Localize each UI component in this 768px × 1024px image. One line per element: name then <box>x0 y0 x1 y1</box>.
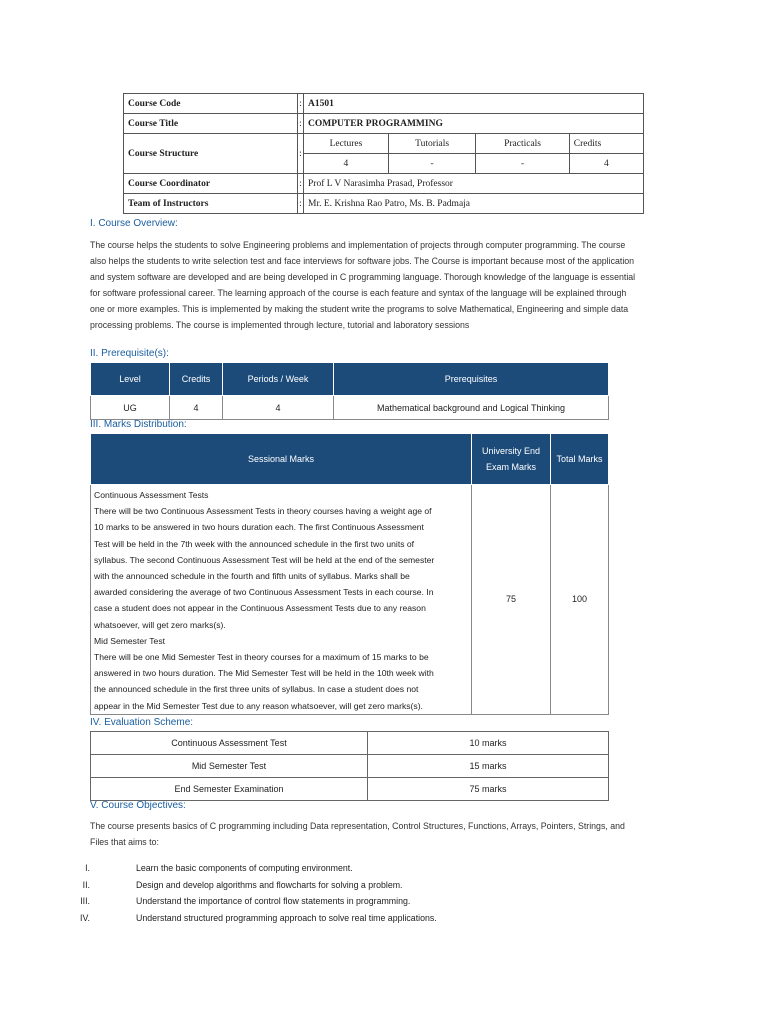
overview-heading: I. Course Overview: <box>90 218 178 229</box>
structure-value-lectures: 4 <box>304 154 389 174</box>
marks-header-total: Total Marks <box>551 434 609 485</box>
list-item: I. Learn the basic components of computing environment. <box>85 863 353 873</box>
instructors-label: Team of Instructors <box>124 194 298 214</box>
structure-value-credits: 4 <box>569 154 643 174</box>
prereq-header-prerequisites: Prerequisites <box>334 363 609 396</box>
prereq-header-credits: Credits <box>170 363 223 396</box>
prerequisites-table <box>90 362 609 420</box>
sessional-description: Continuous Assessment Tests There will be two Continuous Assessment Tests in theory courses having a weight age of 10 marks to be answered in two hours duration each. The first Continuous Assessment Test will be held in the 7th week with the announced schedule in the first two units of syllabus. The second Continuous Assessment Test will be held at the end of the semester with the announced schedule in the fourth and fifth units of syllabus. Marks shall be awarded considering the average of two Continuous Assessment Tests in each course. In case a student does not appear in the Continuous Assessment Tests due to any reason whatsoever, will get zero marks(s). Mid Semester Test There will be one Mid Semester Test in theory courses for a maximum of 15 marks to be answered in two hours duration. The Mid Semester Test will be held in the 10th week with the announced schedule in the first three units of syllabus. In case a student does not appear in the Mid Semester Test due to any reason whatsoever, will get zero marks(s). <box>91 485 472 715</box>
mst-title: Mid Semester Test <box>94 635 166 646</box>
list-item: II. Design and develop algorithms and flowcharts for solving a problem. <box>82 879 403 890</box>
prereq-periods: 4 <box>223 396 334 420</box>
list-item: IV. Understand structured programming approach to solve real time applications. <box>80 912 437 923</box>
marks-header-sessional: Sessional Marks <box>91 434 472 485</box>
structure-header-credits: Credits <box>569 134 643 154</box>
cat-title: Continuous Assessment Tests <box>94 490 209 500</box>
course-title: COMPUTER PROGRAMMING <box>304 114 644 134</box>
evaluation-heading: IV. Evaluation Scheme: <box>90 717 194 728</box>
evaluation-table <box>90 731 609 801</box>
structure-header-lectures: Lectures <box>304 134 389 154</box>
prereq-level: UG <box>91 396 170 420</box>
marks-heading: III. Marks Distribution: <box>90 419 187 430</box>
course-code-label: Course Code <box>124 94 298 114</box>
course-title-label: Course Title <box>124 114 298 134</box>
prereq-header-level: Level <box>91 363 170 396</box>
structure-header-tutorials: Tutorials <box>388 134 475 154</box>
objectives-heading: V. Course Objectives: <box>90 800 186 811</box>
overview-paragraph: The course helps the students to solve Engineering problems and implementation of projects through computer programming. The course also helps the students to write selection test and face interviews for software jobs. The Course is important because most of the application and system software are developed and are being developed in C programming language. Thorough knowledge of the language is essential for software professional career. The learning approach of the course is each feature and syntax of the language will be explained through one or more examples. This is implemented by making the student write the programs to solve Mathematical, Engineering and simple data processing problems. The course is implemented through lecture, tutorial and laboratory sessions <box>90 240 636 331</box>
objectives-intro: The course presents basics of C programming including Data representation, Control Structures, Functions, Arrays, Pointers, Strings, and Files that aims to: <box>90 821 625 848</box>
marks-table <box>90 433 609 715</box>
coordinator: Prof L V Narasimha Prasad, Professor <box>304 174 644 194</box>
list-item: III. Understand the importance of control flow statements in programming. <box>80 896 411 906</box>
structure-value-tutorials: - <box>388 154 475 174</box>
prereq-header-periods: Periods / Week <box>223 363 334 396</box>
prereq-prerequisites: Mathematical background and Logical Thinking <box>334 396 609 420</box>
objectives-list <box>70 863 437 929</box>
marks-header-university: University End Exam Marks <box>472 434 551 485</box>
structure-header-practicals: Practicals <box>476 134 569 154</box>
table-row: End Semester Examination 75 marks <box>91 778 609 801</box>
course-structure-label: Course Structure <box>124 134 298 174</box>
university-marks: 75 <box>472 485 551 715</box>
course-info-table: Course Code : A1501 Course Title : COMPUTER PROGRAMMING Course Structure : Lectures Tutorials Practicals Credits 4 - - 4 Course Coordinator : Prof L V Narasimha Prasad, Professor Team of Instructors : Mr. E. Krishna Rao Patro, Ms. B. Padmaja <box>123 93 644 214</box>
prerequisites-heading: II. Prerequisite(s): <box>90 348 169 359</box>
course-code: A1501 <box>304 94 644 114</box>
coordinator-label: Course Coordinator <box>124 174 298 194</box>
structure-value-practicals: - <box>476 154 569 174</box>
prereq-credits: 4 <box>170 396 223 420</box>
instructors: Mr. E. Krishna Rao Patro, Ms. B. Padmaja <box>304 194 644 214</box>
table-row: Continuous Assessment Test 10 marks <box>91 732 609 755</box>
table-row: Mid Semester Test 15 marks <box>91 755 609 778</box>
total-marks: 100 <box>551 485 609 715</box>
